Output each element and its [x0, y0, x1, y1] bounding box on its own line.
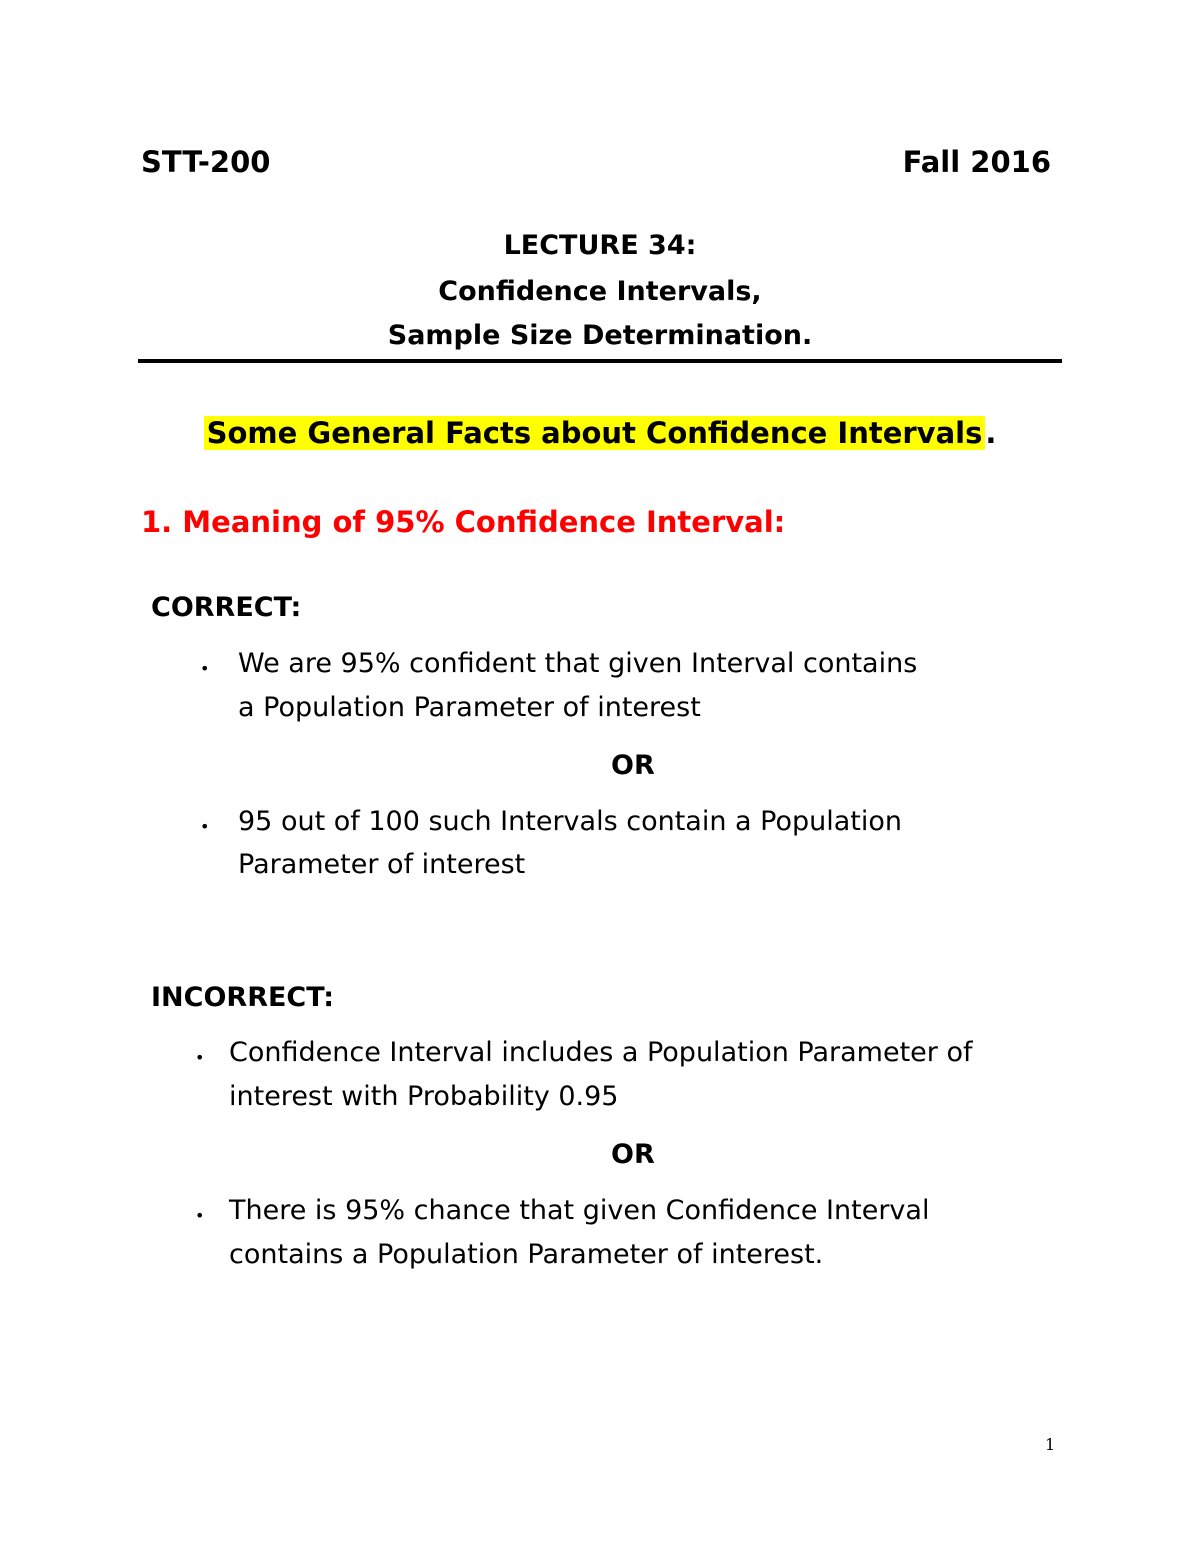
bullet-icon: •	[200, 817, 210, 836]
bullet-icon: •	[200, 659, 210, 678]
incorrect-bullet-2-line-1: There is 95% chance that given Confidence Interval	[229, 1195, 930, 1226]
correct-or: OR	[611, 750, 655, 781]
correct-bullet-2-line-1: 95 out of 100 such Intervals contain a Population	[238, 806, 903, 837]
incorrect-bullet-1-line-2: interest with Probability 0.95	[229, 1081, 619, 1112]
page-number: 1	[1045, 1435, 1056, 1454]
term: Fall 2016	[902, 145, 1051, 179]
lecture-title: LECTURE 34:	[503, 230, 697, 261]
incorrect-or: OR	[611, 1139, 655, 1170]
bullet-icon: •	[195, 1048, 205, 1067]
bullet-icon: •	[195, 1206, 205, 1225]
title-divider	[138, 359, 1062, 363]
course-code: STT-200	[141, 145, 271, 179]
correct-bullet-2-line-2: Parameter of interest	[238, 849, 526, 880]
highlight-heading-period: .	[985, 416, 997, 450]
section-heading: 1. Meaning of 95% Confidence Interval:	[141, 505, 786, 539]
incorrect-bullet-2-line-2: contains a Population Parameter of interest.	[229, 1239, 824, 1270]
lecture-subtitle-2: Sample Size Determination.	[387, 320, 813, 351]
correct-label: CORRECT:	[151, 592, 302, 623]
correct-bullet-1-line-1: We are 95% confident that given Interval contains	[238, 648, 918, 679]
highlight-heading	[0, 416, 1200, 450]
correct-bullet-1-line-2: a Population Parameter of interest	[238, 692, 701, 723]
incorrect-bullet-1-line-1: Confidence Interval includes a Population Parameter of	[229, 1037, 973, 1068]
lecture-subtitle-1: Confidence Intervals,	[438, 276, 762, 307]
incorrect-label: INCORRECT:	[151, 982, 334, 1013]
highlight-heading-text: Some General Facts about Confidence Intervals	[204, 416, 986, 450]
